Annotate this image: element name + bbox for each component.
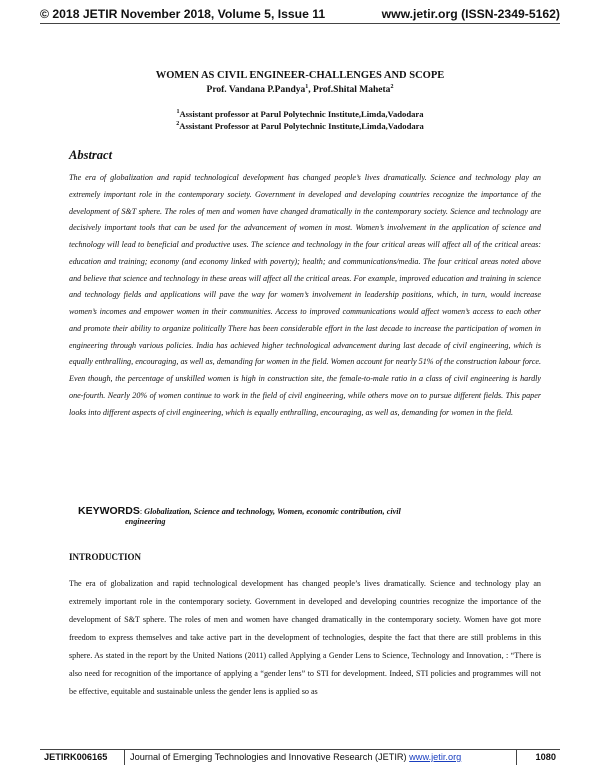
footer-url-link[interactable]: www.jetir.org [409,752,462,762]
introduction-body [69,575,541,701]
introduction-paragraph: The era of globalization and rapid technological development has changed people’s lives dramatically. Science and technology play an extremely important role in the contemporary society. Government in developed and developing countries recognize the importance of the development of S&T sphere. The roles of men and women have changed dramatically in the contemporary society. Women have got more freedom to express themselves and take active part in the development of technologies, despite the fact that there are still problems in this sphere. As stated in the report by the United Nations (2011) called Applying a Gender Lens to Science, Technology and Innovation, : “There is also need for recognition of the importance of applying a “gender lens” to STI for development. Indeed, STI policies and programmes will not be effective, equitable and sustainable unless the gender lens is applied so as [69,579,541,696]
author-separator: , [308,85,314,95]
keywords-continuation: engineering [125,517,166,526]
abstract-heading: Abstract [69,148,113,162]
author-1-sup: 1 [305,83,309,90]
header-citation: © 2018 JETIR November 2018, Volume 5, Issue 11 [40,7,326,21]
author-2-sup: 2 [390,83,394,90]
introduction-heading: INTRODUCTION [69,552,142,562]
keywords-text: Globalization, Science and technology, Women, economic contribution, civil [144,507,401,516]
abstract-body [69,170,541,421]
page-number: 1080 [535,752,556,762]
affiliation-2 [40,121,560,131]
keywords-block [78,506,508,527]
author-1: Prof. Vandana P.Pandya [206,85,306,95]
keywords-colon: : [139,507,145,516]
header-website-issn: www.jetir.org (ISSN-2349-5162) [381,7,560,21]
footer-journal-name: Journal of Emerging Technologies and Innovative Research (JETIR) [130,752,410,762]
affiliation-1-text: Assistant professor at Parul Polytechnic Institute,Limda,Vadodara [179,109,424,119]
footer-separator [516,750,517,765]
footer-separator [124,750,125,765]
header-divider [40,23,560,24]
footer-divider [40,749,560,750]
affiliation-2-sup: 2 [176,121,180,128]
keywords-label: KEYWORDS [78,505,140,517]
affiliation-1-sup: 1 [176,109,180,116]
paper-authors [40,85,560,95]
footer-journal [130,752,461,762]
abstract-paragraph: The era of globalization and rapid technological development has changed people’s lives dramatically. Science and technology play an extremely important role in the contemporary society. Government in developed and developing countries recognize the importance of the development of S&T sphere. The roles of men and women have changed dramatically in the contemporary society. Science and technology are decisively important tools that can be used for the advancement of women in most. Women’s involvement in the application of science and technology will lead to beneficial and productive uses. The science and technology in the four critical areas will affect all of the critical areas: education and training; economy (and economy linked with poverty); health; and communications/media. The four critical areas noted above and believe that science and technology in these areas will affect all the critical areas. For example, improved education and training in science and technology fields and applications will pave the way for women’s involvement in leadership positions, which, in turn, would increase women’s incomes and empower women in their communities. Access to improved communications would affect women’s access to each other and promote their ability to organize politically There has been considerable effort in the last decade to increase the participation of women in engineering through various policies. India has achieved higher technological advancement during last decade of civil engineering, which is equally enthralling, encouraging, as well as, demanding for women in the field. Women account for nearly 51% of the construction labour force. Even though, the percentage of unskilled women is high in construction site, the female-to-male ratio in a class of civil engineering is hardly one-fourth. Nearly 20% of women continue to work in the field of civil engineering, while others move on to pursue different fields. This paper looks into different aspects of civil engineering, which is equally enthralling, encouraging, as well as, demanding for women in the field. [69,173,541,417]
affiliation-1 [40,109,560,119]
paper-title: WOMEN AS CIVIL ENGINEER-CHALLENGES AND SCOPE [155,70,445,81]
footer-article-code: JETIRK006165 [44,752,108,762]
affiliation-2-text: Assistant Professor at Parul Polytechnic Institute,Limda,Vadodara [179,121,424,131]
page-footer [40,752,560,768]
author-2: Prof.Shital Maheta [313,85,391,95]
page-header [40,4,560,24]
